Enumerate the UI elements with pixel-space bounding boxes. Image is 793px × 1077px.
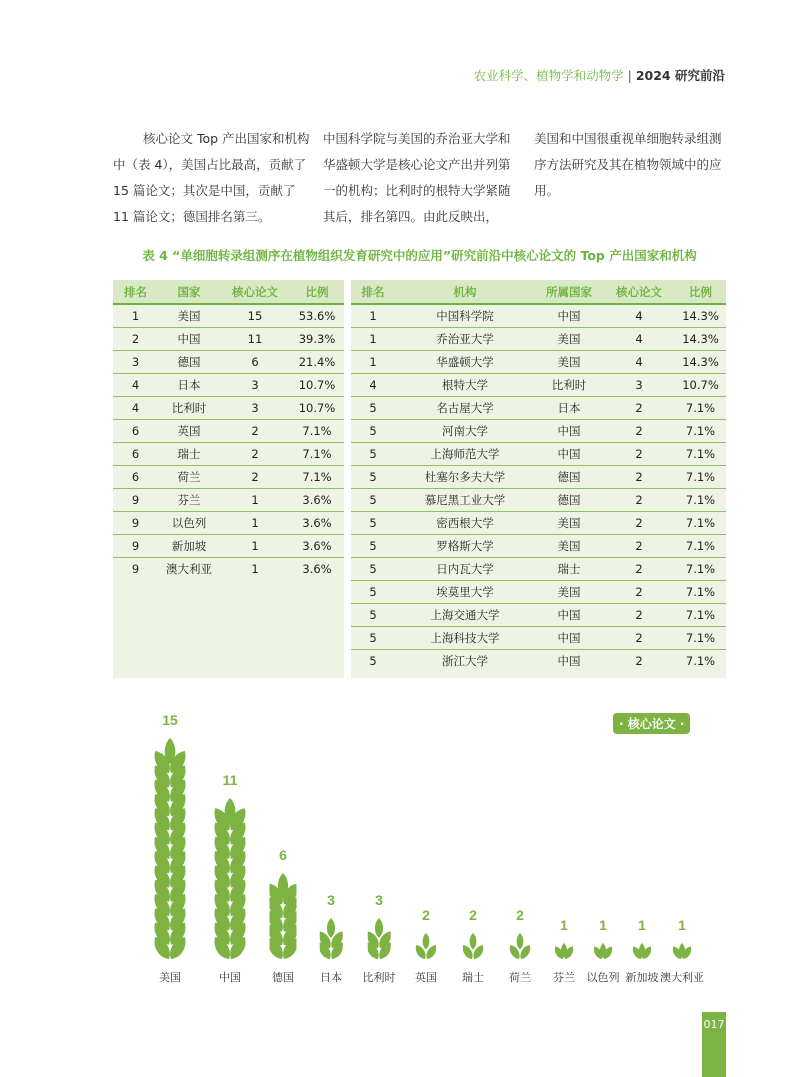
table-cell: 7.1%: [675, 420, 726, 443]
table-cell: 1: [220, 512, 290, 535]
table-caption: 表 4 “单细胞转录组测序在植物组织发育研究中的应用”研究前沿中核心论文的 Top 产出国家和机构: [142, 248, 697, 263]
table-row: [351, 650, 726, 673]
table-cell: 比利时: [535, 374, 603, 397]
table-cell: 4: [113, 374, 158, 397]
category-label: 美国: [159, 971, 181, 984]
bar-value-label: 11: [222, 772, 238, 788]
table-cell: 中国: [158, 328, 220, 351]
table-row: [351, 420, 726, 443]
table-cell: 1: [351, 304, 395, 328]
table-cell: 新加坡: [158, 535, 220, 558]
table-cell: 21.4%: [290, 351, 344, 374]
table-row: [351, 328, 726, 351]
table-cell: 2: [603, 443, 675, 466]
table-row: [351, 627, 726, 650]
table-row: [113, 558, 344, 581]
table-row: [351, 304, 726, 328]
table-row: [113, 304, 344, 328]
wheat-bar: [320, 916, 343, 961]
table-cell: 1: [220, 489, 290, 512]
table-cell: 2: [603, 466, 675, 489]
table-cell: 3.6%: [290, 535, 344, 558]
table-cell: 芬兰: [158, 489, 220, 512]
table-cell: 3.6%: [290, 489, 344, 512]
table-header-cell: 机构: [395, 280, 535, 304]
wheat-bar: [554, 941, 574, 961]
category-label: 英国: [415, 971, 437, 984]
bar-value-label: 2: [422, 907, 430, 923]
table-cell: 慕尼黑工业大学: [395, 489, 535, 512]
table-cell: 5: [351, 489, 395, 512]
table-cell: 14.3%: [675, 304, 726, 328]
table-cell: 2: [603, 397, 675, 420]
bar-value-label: 1: [560, 917, 568, 933]
table-cell: 9: [113, 489, 158, 512]
wheat-bar: [270, 871, 297, 961]
table-cell: 14.3%: [675, 351, 726, 374]
table-row: [113, 443, 344, 466]
table-cell: 7.1%: [675, 397, 726, 420]
table-cell: 德国: [535, 489, 603, 512]
table-cell: 5: [351, 604, 395, 627]
table-row: [351, 581, 726, 604]
table-header-cell: 比例: [675, 280, 726, 304]
table-cell: 埃莫里大学: [395, 581, 535, 604]
table-cell: 3: [220, 397, 290, 420]
body-text-col3: 美国和中国很重视单细胞转录组测序方法研究及其在植物领域中的应用。: [534, 131, 722, 198]
table-cell: 上海师范大学: [395, 443, 535, 466]
category-label: 比利时: [362, 971, 396, 984]
table-cell: 1: [220, 558, 290, 581]
header-section: 农业科学、植物学和动物学: [473, 68, 624, 83]
wheat-bar: [213, 796, 248, 961]
table-cell: 1: [220, 535, 290, 558]
table-cell: 5: [351, 558, 395, 581]
table-cell: 7.1%: [290, 443, 344, 466]
table-cell: 4: [603, 351, 675, 374]
table-cell: 根特大学: [395, 374, 535, 397]
table-cell: 美国: [535, 328, 603, 351]
country-table-panel: [113, 280, 344, 678]
table-cell: 澳大利亚: [158, 558, 220, 581]
table-cell: 美国: [535, 535, 603, 558]
table-cell: 5: [351, 443, 395, 466]
table-row: [351, 466, 726, 489]
wheat-bar: [510, 931, 531, 961]
table-cell: 7.1%: [675, 650, 726, 673]
wheat-bar: [632, 941, 652, 961]
category-label: 澳大利亚: [660, 971, 704, 984]
bar-value-label: 3: [327, 892, 335, 908]
table-cell: 7.1%: [675, 466, 726, 489]
table-cell: 7.1%: [675, 581, 726, 604]
institution-table: [351, 280, 726, 672]
table-cell: 7.1%: [290, 420, 344, 443]
table-cell: 7.1%: [675, 443, 726, 466]
wheat-bar: [593, 941, 613, 961]
table-row: [113, 512, 344, 535]
table-row: [351, 558, 726, 581]
table-cell: 11: [220, 328, 290, 351]
table-cell: 5: [351, 650, 395, 673]
table-cell: 瑞士: [158, 443, 220, 466]
table-cell: 5: [351, 420, 395, 443]
table-row: [351, 512, 726, 535]
table-cell: 美国: [158, 304, 220, 328]
table-cell: 日本: [535, 397, 603, 420]
table-cell: 2: [220, 420, 290, 443]
table-cell: 1: [351, 351, 395, 374]
header-separator: |: [627, 68, 632, 83]
institution-table-panel: [351, 280, 726, 678]
table-cell: 河南大学: [395, 420, 535, 443]
table-row: [113, 466, 344, 489]
table-cell: 10.7%: [290, 397, 344, 420]
table-cell: 德国: [158, 351, 220, 374]
table-cell: 3.6%: [290, 512, 344, 535]
table-header-cell: 所属国家: [535, 280, 603, 304]
table-cell: 5: [351, 627, 395, 650]
table-cell: 日内瓦大学: [395, 558, 535, 581]
table-header-cell: 国家: [158, 280, 220, 304]
table-row: [351, 489, 726, 512]
table-cell: 7.1%: [675, 604, 726, 627]
table-cell: 中国: [535, 604, 603, 627]
bar-value-label: 2: [516, 907, 524, 923]
wheat-bar: [368, 916, 391, 961]
bar-value-label: 1: [678, 917, 686, 933]
bar-value-label: 1: [638, 917, 646, 933]
table-cell: 杜塞尔多夫大学: [395, 466, 535, 489]
table-cell: 7.1%: [675, 627, 726, 650]
table-cell: 1: [351, 328, 395, 351]
table-cell: 2: [603, 512, 675, 535]
table-cell: 英国: [158, 420, 220, 443]
table-cell: 39.3%: [290, 328, 344, 351]
table-row: [351, 443, 726, 466]
table-cell: 3: [113, 351, 158, 374]
category-label: 新加坡: [625, 971, 659, 984]
table-cell: 比利时: [158, 397, 220, 420]
table-cell: 53.6%: [290, 304, 344, 328]
table-row: [113, 374, 344, 397]
table-row: [113, 420, 344, 443]
table-cell: 5: [351, 512, 395, 535]
table-cell: 5: [351, 581, 395, 604]
table-row: [113, 351, 344, 374]
table-cell: 荷兰: [158, 466, 220, 489]
table-cell: 名古屋大学: [395, 397, 535, 420]
wheat-chart: [113, 700, 726, 1000]
table-row: [113, 397, 344, 420]
header-year-title: 2024 研究前沿: [635, 68, 725, 83]
table-cell: 2: [113, 328, 158, 351]
table-cell: 中国: [535, 650, 603, 673]
table-cell: 7.1%: [675, 558, 726, 581]
table-header-cell: 排名: [113, 280, 158, 304]
table-cell: 2: [603, 650, 675, 673]
table-cell: 3: [603, 374, 675, 397]
table-row: [351, 535, 726, 558]
wheat-bar: [150, 736, 190, 961]
bar-value-label: 15: [162, 712, 178, 728]
table-cell: 以色列: [158, 512, 220, 535]
table-cell: 4: [351, 374, 395, 397]
table-cell: 6: [113, 420, 158, 443]
bar-value-label: 6: [279, 847, 287, 863]
table-cell: 14.3%: [675, 328, 726, 351]
table-cell: 2: [220, 443, 290, 466]
table-row: [113, 489, 344, 512]
table-cell: 7.1%: [290, 466, 344, 489]
chart-legend-badge: · 核心论文 ·: [613, 713, 690, 734]
table-header-cell: 排名: [351, 280, 395, 304]
table-cell: 6: [113, 466, 158, 489]
table-row: [351, 397, 726, 420]
table-cell: 瑞士: [535, 558, 603, 581]
wheat-bar: [416, 931, 437, 961]
category-label: 荷兰: [509, 971, 531, 984]
body-text-col1: 核心论文 Top 产出国家和机构中（表 4），美国占比最高，贡献了 15 篇论文；其次是中国，贡献了 11 篇论文；德国排名第三。: [113, 131, 310, 224]
table-header-cell: 比例: [290, 280, 344, 304]
table-cell: 6: [220, 351, 290, 374]
table-cell: 浙江大学: [395, 650, 535, 673]
category-label: 中国: [219, 971, 241, 984]
table-cell: 2: [603, 604, 675, 627]
table-cell: 美国: [535, 512, 603, 535]
table-row: [351, 604, 726, 627]
table-cell: 中国: [535, 304, 603, 328]
table-cell: 10.7%: [290, 374, 344, 397]
table-cell: 中国科学院: [395, 304, 535, 328]
table-header-cell: 核心论文: [220, 280, 290, 304]
table-header-cell: 核心论文: [603, 280, 675, 304]
table-cell: 2: [603, 420, 675, 443]
table-cell: 7.1%: [675, 489, 726, 512]
table-cell: 9: [113, 558, 158, 581]
table-row: [113, 535, 344, 558]
table-cell: 德国: [535, 466, 603, 489]
category-label: 芬兰: [553, 971, 575, 984]
table-cell: 9: [113, 512, 158, 535]
table-cell: 10.7%: [675, 374, 726, 397]
table-cell: 15: [220, 304, 290, 328]
bar-value-label: 1: [599, 917, 607, 933]
table-row: [351, 351, 726, 374]
page-number: 017: [702, 1012, 726, 1077]
table-cell: 3: [220, 374, 290, 397]
category-label: 瑞士: [462, 971, 484, 984]
table-cell: 3.6%: [290, 558, 344, 581]
table-cell: 美国: [535, 581, 603, 604]
table-cell: 中国: [535, 627, 603, 650]
table-cell: 上海交通大学: [395, 604, 535, 627]
table-cell: 乔治亚大学: [395, 328, 535, 351]
table-cell: 9: [113, 535, 158, 558]
table-cell: 4: [603, 328, 675, 351]
table-cell: 罗格斯大学: [395, 535, 535, 558]
wheat-bar: [672, 941, 692, 961]
table-cell: 日本: [158, 374, 220, 397]
table-cell: 5: [351, 397, 395, 420]
category-label: 德国: [272, 971, 294, 984]
table-cell: 上海科技大学: [395, 627, 535, 650]
bar-value-label: 3: [375, 892, 383, 908]
table-cell: 2: [603, 489, 675, 512]
table-cell: 2: [603, 627, 675, 650]
table-cell: 2: [220, 466, 290, 489]
table-cell: 7.1%: [675, 535, 726, 558]
running-header: [474, 66, 725, 84]
table-cell: 5: [351, 535, 395, 558]
table-cell: 2: [603, 535, 675, 558]
body-text-col2: 中国科学院与美国的乔治亚大学和华盛顿大学是核心论文产出并列第一的机构；比利时的根特大学紧随其后，排名第四。由此反映出，: [323, 131, 511, 224]
table-cell: 1: [113, 304, 158, 328]
table-cell: 4: [113, 397, 158, 420]
bar-value-label: 2: [469, 907, 477, 923]
table-cell: 中国: [535, 443, 603, 466]
table-cell: 华盛顿大学: [395, 351, 535, 374]
table-cell: 4: [603, 304, 675, 328]
category-label: 以色列: [586, 971, 620, 984]
table-cell: 5: [351, 466, 395, 489]
table-row: [113, 328, 344, 351]
table-cell: 密西根大学: [395, 512, 535, 535]
table-cell: 6: [113, 443, 158, 466]
table-row: [351, 374, 726, 397]
country-table: [113, 280, 344, 580]
table-cell: 7.1%: [675, 512, 726, 535]
category-label: 日本: [320, 971, 342, 984]
wheat-bar: [463, 931, 484, 961]
table-cell: 美国: [535, 351, 603, 374]
table-cell: 2: [603, 558, 675, 581]
table-cell: 2: [603, 581, 675, 604]
table-cell: 中国: [535, 420, 603, 443]
